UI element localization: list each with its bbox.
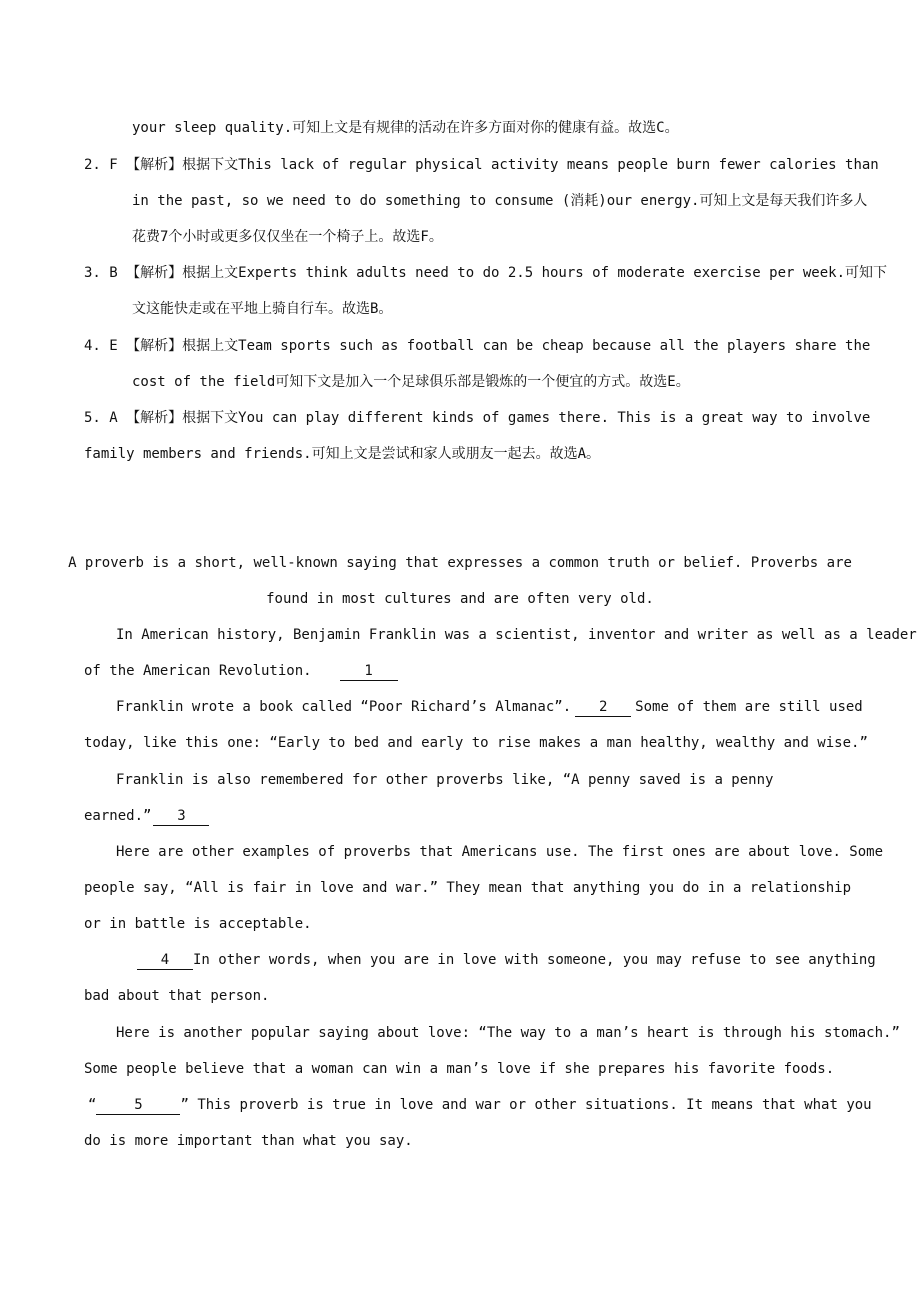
paragraph-2-text-b: Some of them are still used bbox=[635, 699, 863, 715]
close-quote: ” bbox=[180, 1097, 189, 1113]
passage-intro-line-2: found in most cultures and are often very old. bbox=[266, 591, 654, 607]
blank-3[interactable]: 3 bbox=[153, 808, 209, 826]
paragraph-6-line-2: Some people believe that a woman can win a man’s love if she prepares his favorite foods. bbox=[84, 1061, 835, 1077]
blank-2[interactable]: 2 bbox=[575, 699, 631, 717]
paragraph-4-line-1: Here are other examples of proverbs that Americans use. The first ones are about love. Some bbox=[116, 844, 884, 860]
passage-intro-line-1: A proverb is a short, well-known saying that expresses a common truth or belief. Proverbs are bbox=[68, 555, 852, 571]
paragraph-7-line-2: do is more important than what you say. bbox=[84, 1133, 413, 1149]
paragraph-5-line-1 bbox=[137, 950, 880, 970]
paragraph-4-line-2: people say, “All is fair in love and war.” They mean that anything you do in a relationship bbox=[84, 880, 852, 896]
answer-3-line-1: 3. B 【解析】根据上文Experts think adults need to do 2.5 hours of moderate exercise per week.可知下 bbox=[84, 265, 888, 281]
answer-2-line-2: in the past, so we need to do something to consume (消耗)our energy.可知上文是每天我们许多人 bbox=[132, 193, 868, 209]
answer-4-line-1: 4. E 【解析】根据上文Team sports such as football can be cheap because all the players share the bbox=[84, 338, 871, 354]
paragraph-7-line-1 bbox=[88, 1095, 880, 1115]
paragraph-1-text: of the American Revolution. bbox=[84, 663, 312, 679]
answer-4-line-2: cost of the field可知下文是加入一个足球俱乐部是锻炼的一个便宜的方式。故选E。 bbox=[132, 374, 690, 390]
paragraph-3-line-2 bbox=[84, 806, 880, 826]
blank-4[interactable]: 4 bbox=[137, 952, 193, 970]
paragraph-5-text: In other words, when you are in love with someone, you may refuse to see anything bbox=[193, 952, 876, 968]
open-quote: “ bbox=[88, 1097, 97, 1113]
blank-5[interactable]: 5 bbox=[96, 1097, 180, 1115]
paragraph-2-text-a: Franklin wrote a book called “Poor Richard’s Almanac”. bbox=[116, 699, 572, 715]
paragraph-3-text: earned.” bbox=[84, 808, 152, 824]
answer-3-line-2: 文这能快走或在平地上骑自行车。故选B。 bbox=[132, 301, 393, 317]
paragraph-2-line-2: today, like this one: “Early to bed and early to rise makes a man healthy, wealthy and wise.” bbox=[84, 735, 868, 751]
paragraph-3-line-1: Franklin is also remembered for other proverbs like, “A penny saved is a penny bbox=[116, 772, 774, 788]
paragraph-7-text: This proverb is true in love and war or other situations. It means that what you bbox=[197, 1097, 872, 1113]
answer-2-line-3: 花费7个小时或更多仅仅坐在一个椅子上。故选F。 bbox=[132, 229, 443, 245]
paragraph-1-line-2 bbox=[84, 661, 880, 681]
answer-5-line-1: 5. A 【解析】根据下文You can play different kinds of games there. This is a great way to involve bbox=[84, 410, 871, 426]
answer-1-continuation: your sleep quality.可知上文是有规律的活动在许多方面对你的健康有益。故选C。 bbox=[132, 120, 679, 136]
blank-1[interactable]: 1 bbox=[340, 663, 398, 681]
paragraph-2-line-1 bbox=[116, 697, 880, 717]
paragraph-5-line-2: bad about that person. bbox=[84, 988, 270, 1004]
paragraph-6-line-1: Here is another popular saying about love: “The way to a man’s heart is through his stomach.” bbox=[116, 1025, 900, 1041]
answer-5-line-2: family members and friends.可知上文是尝试和家人或朋友一起去。故选A。 bbox=[84, 446, 601, 462]
answer-2-line-1: 2. F 【解析】根据下文This lack of regular physical activity means people burn fewer calories than bbox=[84, 157, 879, 173]
paragraph-1-line-1: In American history, Benjamin Franklin was a scientist, inventor and writer as well as a leader bbox=[116, 627, 917, 643]
paragraph-4-line-3: or in battle is acceptable. bbox=[84, 916, 312, 932]
